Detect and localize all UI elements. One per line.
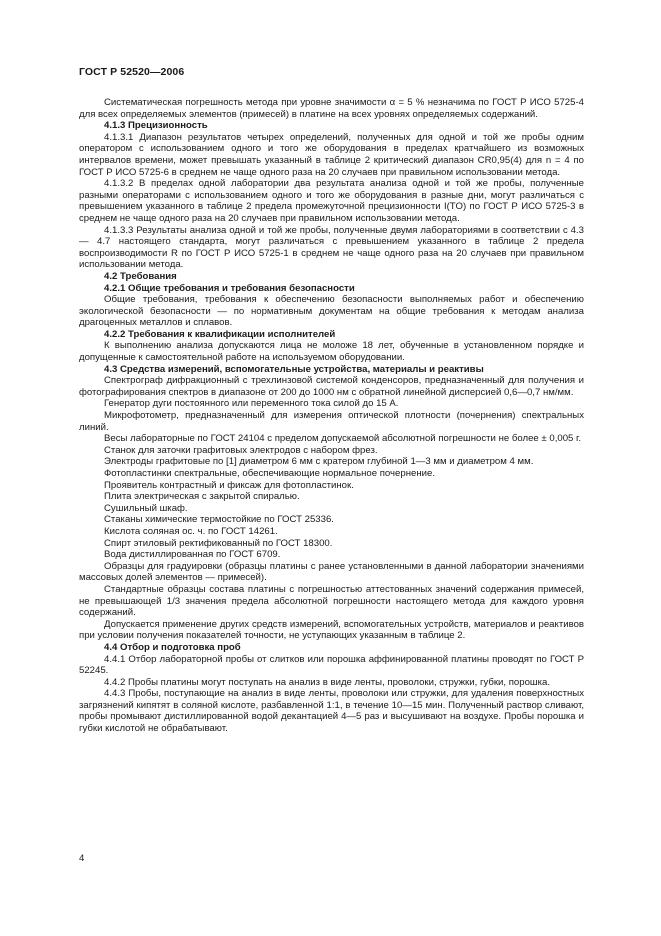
section-heading: 4.2.2 Требования к квалификации исполнителей: [104, 328, 336, 340]
paragraph: Систематическая погрешность метода при уровне значимости α = 5 % незначима по ГОСТ Р ИСО 5725-4 для всех определяемых элементов (примесей) в платине на всех уровнях определяемых содержаний.: [79, 97, 584, 120]
paragraph: 4.1.3.1 Диапазон результатов четырех определений, полученных для одной и той же пробы одним оператором с использованием одного и того же оборудования в пределах кратчайшего из возможных интервалов времени, может превышать указанный в таблице 2 критический диапазон CR0,95(4) для n = 4 по ГОСТ Р ИСО 5725-6 в среднем не чаще одного раза на 20 случаев при правильном использовании метода.: [79, 131, 584, 178]
paragraph: Стандартные образцы состава платины с погрешностью аттестованных значений содержания примесей, не превышающей 1/3 значения предела абсолютной погрешности настоящего метода для каждого уровня содержаний.: [79, 583, 584, 619]
paragraph: Генератор дуги постоянного или переменного тока силой до 15 А.: [104, 398, 399, 410]
paragraph: 4.1.3.2 В пределах одной лаборатории два результата анализа одной и той же пробы, полученные разными операторами с использованием одного и того же оборудования в разные дни, могут различаться с превышением указанного в таблице 2 предела промежуточной прецизионности I(TO) по ГОСТ Р ИСО 5725-3 в среднем не чаще одного раза на 20 случаев при правильном использовании метода.: [79, 178, 584, 224]
document-header: ГОСТ Р 52520—2006: [79, 66, 185, 78]
paragraph: Общие требования, требования к обеспечению безопасности выполняемых работ и обеспечению экологической безопасности — по нормативным документам на общие требования к методам анализа драгоценных металлов и сплавов.: [79, 294, 584, 329]
paragraph: Электроды графитовые по [1] диаметром 6 мм с кратером глубиной 1—3 мм и диаметром 4 мм.: [104, 456, 534, 468]
paragraph: Допускается применение других средств измерений, вспомогательных устройств, материалов и реактивов при условии получения показателей точности, не уступающих указанным в таблице 2.: [79, 618, 584, 642]
document-body: [79, 97, 584, 735]
paragraph: 4.4.2 Пробы платины могут поступать на анализ в виде ленты, проволоки, стружки, губки, порошка.: [104, 676, 551, 688]
paragraph: Стаканы химические термостойкие по ГОСТ 25336.: [104, 514, 334, 526]
paragraph: Вода дистиллированная по ГОСТ 6709.: [104, 549, 281, 561]
section-heading: 4.3 Средства измерений, вспомогательные устройства, материалы и реактивы: [104, 363, 484, 375]
paragraph: Сушильный шкаф.: [104, 502, 188, 514]
section-heading: 4.2.1 Общие требования и требования безопасности: [104, 282, 355, 294]
paragraph: Образцы для градуировки (образцы платины с ранее установленными в данной лаборатории значениями массовых долей элементов — примесей).: [79, 560, 584, 584]
paragraph: Фотопластинки спектральные, обеспечивающие нормальное почернение.: [104, 468, 436, 479]
paragraph: Весы лабораторные по ГОСТ 24104 с пределом допускаемой абсолютной погрешности не более ± 0,005 г.: [104, 433, 582, 445]
page-number: 4: [79, 853, 85, 864]
paragraph: К выполнению анализа допускаются лица не моложе 18 лет, обученные в установленном порядке и допущенные к самостоятельной работе на используемом оборудовании.: [79, 340, 584, 364]
paragraph: 4.4.1 Отбор лабораторной пробы от слитков или порошка аффинированной платины проводят по ГОСТ Р 52245.: [79, 653, 584, 677]
paragraph: Микрофотометр, предназначенный для измерения оптической плотности (почернения) спектральных линий.: [79, 410, 584, 433]
section-heading: 4.1.3 Прецизионность: [104, 120, 208, 132]
section-heading: 4.2 Требования: [104, 270, 177, 282]
paragraph: Спирт этиловый ректификованный по ГОСТ 18300.: [104, 537, 333, 549]
paragraph: Кислота соляная ос. ч. по ГОСТ 14261.: [104, 525, 278, 537]
paragraph: 4.1.3.3 Результаты анализа одной и той же пробы, полученные двумя лабораториями в соответствии с 4.3 — 4.7 настоящего стандарта, могут различаться с превышением указанного в таблице 2 предела воспроизводимости R по ГОСТ Р ИСО 5725-1 в среднем не чаще одного раза на 20 случаев при правильном использовании метода.: [79, 224, 584, 271]
section-heading: 4.4 Отбор и подготовка проб: [104, 641, 241, 653]
paragraph: Спектрограф дифракционный с трехлинзовой системой конденсоров, предназначенный для получения и фотографирования спектров в диапазоне от 200 до 1000 нм с обратной линейной дисперсией 0,6—0,7 нм/мм.: [79, 375, 584, 398]
paragraph: Станок для заточки графитовых электродов с набором фрез.: [104, 444, 378, 456]
paragraph: Плита электрическая с закрытой спиралью.: [104, 491, 300, 503]
paragraph: Проявитель контрастный и фиксаж для фотопластинок.: [104, 479, 354, 491]
paragraph: 4.4.3 Пробы, поступающие на анализ в виде ленты, проволоки или стружки, для удаления поверхностных загрязнений кипятят в соляной кислоте, разбавленной 1:1, в течение 10—15 мин. Полученный раствор сливают, пробы промывают дистиллированной водой декантацией 4—5 раз и высушивают на воздухе. Пробы порошка и губки кислотой не обрабатывают.: [79, 688, 584, 735]
